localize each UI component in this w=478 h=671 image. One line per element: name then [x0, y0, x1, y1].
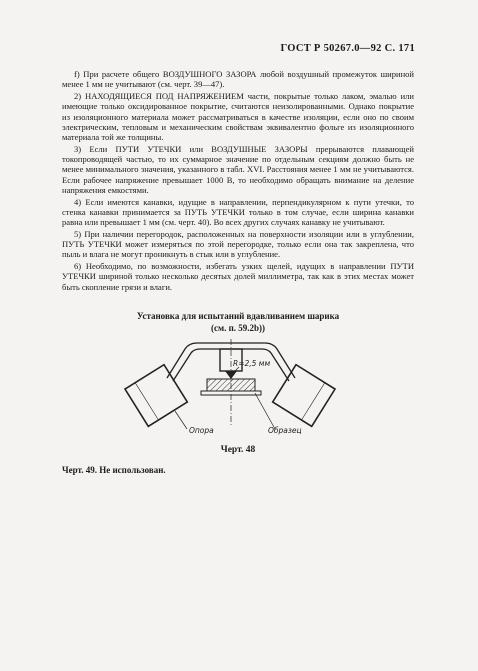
paragraph-2: 2) НАХОДЯЩИЕСЯ ПОД НАПРЯЖЕНИЕМ части, покрытые только лаком, эмалью или имеющие только оксидированное покрытие, считаются неизолированными. Однако покрытие из изоляционного материала может рассматриваться в качестве изоляции, если оно по своим электрическим, тепловым и механическим свойствам эквивалентно фольге из изоляционного материала той же толщины.	[62, 91, 414, 142]
sample-leader	[255, 393, 275, 429]
ball-pressure-apparatus-drawing	[115, 333, 345, 438]
paragraph-f: f) При расчете общего ВОЗДУШНОГО ЗАЗОРА любой воздушный промежуток шириной менее 1 мм не учитывают (см. черт. 39—47).	[62, 69, 414, 90]
figure-title-line2: (см. п. 59.2b))	[210, 323, 266, 333]
paragraph-5: 5) При наличии перегородок, расположенных на поверхности изоляции или в углублении, ПУТЬ УТЕЧКИ может измеряться по этой перегородке, только если она так закреплена, что пыль и влага не могут проникнуть в стык или в углубление.	[62, 228, 414, 260]
figure-title-line1: Установка для испытаний вдавливанием шарика	[136, 311, 340, 321]
support-leader	[175, 411, 187, 429]
paragraph-6: 6) Необходимо, по возможности, избегать узких щелей, идущих в направлении ПУТИ УТЕЧКИ шириной только несколько десятых долей миллиметра, так как в этих местах может быть скопление грязи и влаги.	[62, 261, 414, 292]
figure-title	[62, 310, 414, 334]
right-support-block	[273, 365, 335, 427]
paragraph-4: 4) Если имеются канавки, идущие в направлении, перпендикулярном к пути утечки, то стенка канавки принимается за ПУТЬ УТЕЧКИ только в том случае, если ширина канавки равна или превышает 1 мм (см. черт. 40). Во всех других случаях канавку не учитывают.	[62, 196, 414, 227]
radius-label: R=2,5 мм	[233, 359, 271, 368]
sample-label: Образец	[268, 426, 302, 435]
page-header: ГОСТ Р 50267.0—92 С. 171	[280, 43, 415, 54]
support-label: Опора	[189, 426, 214, 435]
paragraph-3: 3) Если ПУТИ УТЕЧКИ или ВОЗДУШНЫЕ ЗАЗОРЫ прерываются плавающей токопроводящей частью, то их суммарное значение по отдельным секциям должно быть не менее минимального значения, указанного в табл. XVI. Расстояния менее 1 мм не учитываются. Если рабочее напряжение превышает 1000 В, то необходимо обращать внимание на деление напряжения емкостями.	[62, 143, 414, 195]
figure-49-note: Черт. 49. Не использован.	[62, 465, 166, 475]
figure-caption: Черт. 48	[220, 445, 256, 455]
body-text	[62, 69, 414, 293]
